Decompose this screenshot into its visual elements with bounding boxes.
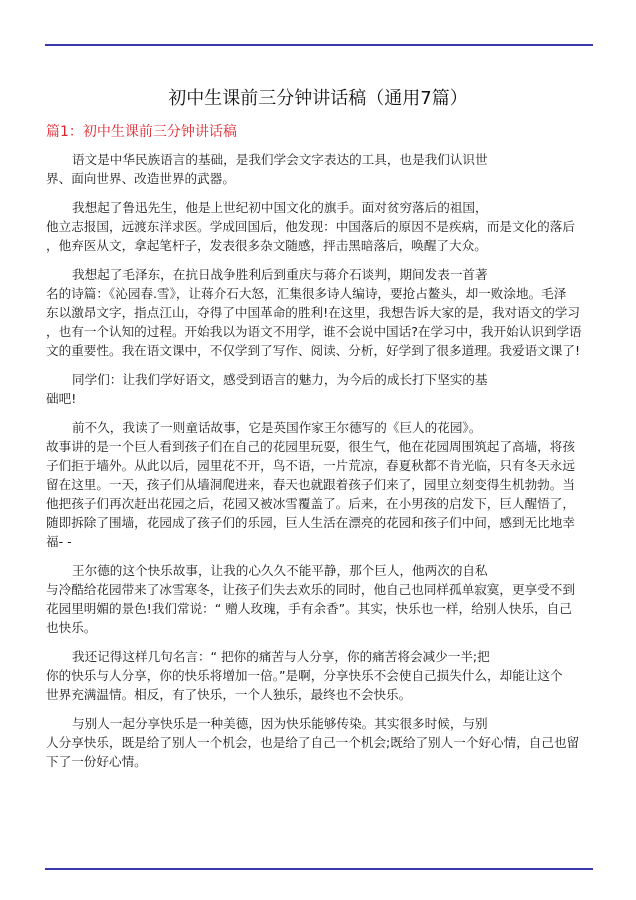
paragraph-line: 你的快乐与人分享，你的快乐将增加一倍。”是啊，分享快乐不会使自己损失什么，却能让这个: [46, 668, 563, 683]
paragraph: [46, 370, 596, 408]
paragraph-line: 名的诗篇：《沁园春.雪》，让蒋介石大怒，汇集很多诗人编诗，要抢占鳌头，却一败涂地。毛泽: [46, 286, 567, 301]
paragraph-line: 世界充满温情。相反，有了快乐，一个人独乐，最终也不会快乐。: [46, 687, 412, 702]
paragraph: [46, 561, 596, 637]
paragraph-line: ，也有一个认知的过程。开始我以为语文不用学，谁不会说中国话?在学习中，我开始认识到学语: [46, 324, 582, 339]
paragraph-line: 同学们：让我们学好语文，感受到语言的魅力，为今后的成长打下坚实的基: [72, 372, 488, 387]
paragraph-line: 我想起了毛泽东，在抗日战争胜利后到重庆与蒋介石谈判，期间发表一首著: [72, 267, 488, 282]
section-heading: 篇1：初中生课前三分钟讲话稿: [46, 124, 237, 140]
paragraph-line: 文的重要性。我在语文课中，不仅学到了写作、阅读、分析，好学到了很多道理。我爱语文课了!: [46, 343, 580, 358]
paragraph-line: 留在这里。一天，孩子们从墙洞爬进来，春天也就跟着孩子们来了，园里立刻变得生机勃勃。当: [46, 477, 575, 492]
paragraph-line: 础吧!: [46, 391, 77, 406]
paragraph-line: 下了一份好心情。: [46, 754, 147, 769]
paragraph-line: 与冷酷给花园带来了冰雪寒冬，让孩子们失去欢乐的同时，他自己也同样孤单寂寞，更享受不到: [46, 582, 575, 597]
paragraph: [46, 647, 596, 704]
paragraph-line: 随即拆除了围墙，花园成了孩子们的乐园，巨人生活在漂亮的花园和孩子们中间，感到无比地幸: [46, 515, 575, 530]
footer-rule: [45, 868, 593, 870]
paragraph: [46, 418, 596, 551]
paragraph-line: 我想起了鲁迅先生，他是上世纪初中国文化的旗手。面对贫穷落后的祖国，: [72, 200, 488, 215]
paragraph-line: 他立志报国，远渡东洋求医。学成回国后，他发现：中国落后的原因不是疾病，而是文化的落后: [46, 219, 575, 234]
header-rule: [45, 44, 593, 46]
paragraph: [46, 265, 596, 360]
paragraph-line: 王尔德的这个快乐故事，让我的心久久不能平静，那个巨人，他两次的自私: [72, 563, 488, 578]
paragraph-line: 他把孩子们再次赶出花园之后，花园又被冰雪覆盖了。后来，在小男孩的启发下，巨人醒悟了，: [46, 496, 575, 511]
paragraph-line: 人分享快乐，既是给了别人一个机会，也是给了自己一个机会;既给了别人一个好心情，自己也留: [46, 735, 580, 750]
paragraph: [46, 714, 596, 771]
paragraph-line: 子们拒于墙外。从此以后，园里花不开，鸟不语，一片荒凉，春夏秋都不肯光临，只有冬天永远: [46, 458, 575, 473]
paragraph-line: 东以激昂文字，指点江山，夺得了中国革命的胜利!在这里，我想告诉大家的是，我对语文的学习: [46, 305, 580, 320]
paragraph: [46, 198, 596, 255]
paragraph-line: 故事讲的是一个巨人看到孩子们在自己的花园里玩耍，很生气，他在花园周围筑起了高墙，将孩: [46, 439, 575, 454]
document-title: 初中生课前三分钟讲话稿（通用7篇）: [168, 88, 468, 109]
paragraph-line: 我还记得这样几句名言：“ 把你的痛苦与人分享，你的痛苦将会减少一半;把: [72, 649, 490, 664]
paragraph-line: 界、面向世界、改造世界的武器。: [46, 171, 235, 186]
paragraph-line: 与别人一起分享快乐是一种美德，因为快乐能够传染。其实很多时候，与别: [72, 716, 488, 731]
paragraph-line: ，他弃医从文，拿起笔杆子，发表很多杂文随感，抨击黑暗落后，唤醒了大众。: [46, 238, 487, 253]
paragraph-line: 花园里明媚的景色!我们常说：“ 赠人玫瑰，手有余香”。其实，快乐也一样，给别人快乐，自己: [46, 601, 572, 616]
paragraph-line: 福- -: [46, 534, 72, 549]
paragraph: [46, 150, 596, 188]
document-body: [46, 150, 596, 781]
paragraph-line: 也快乐。: [46, 620, 97, 635]
paragraph-line: 前不久，我读了一则童话故事，它是英国作家王尔德写的《巨人的花园》。: [72, 420, 482, 435]
paragraph-line: 语文是中华民族语言的基础，是我们学会文字表达的工具，也是我们认识世: [72, 152, 488, 167]
